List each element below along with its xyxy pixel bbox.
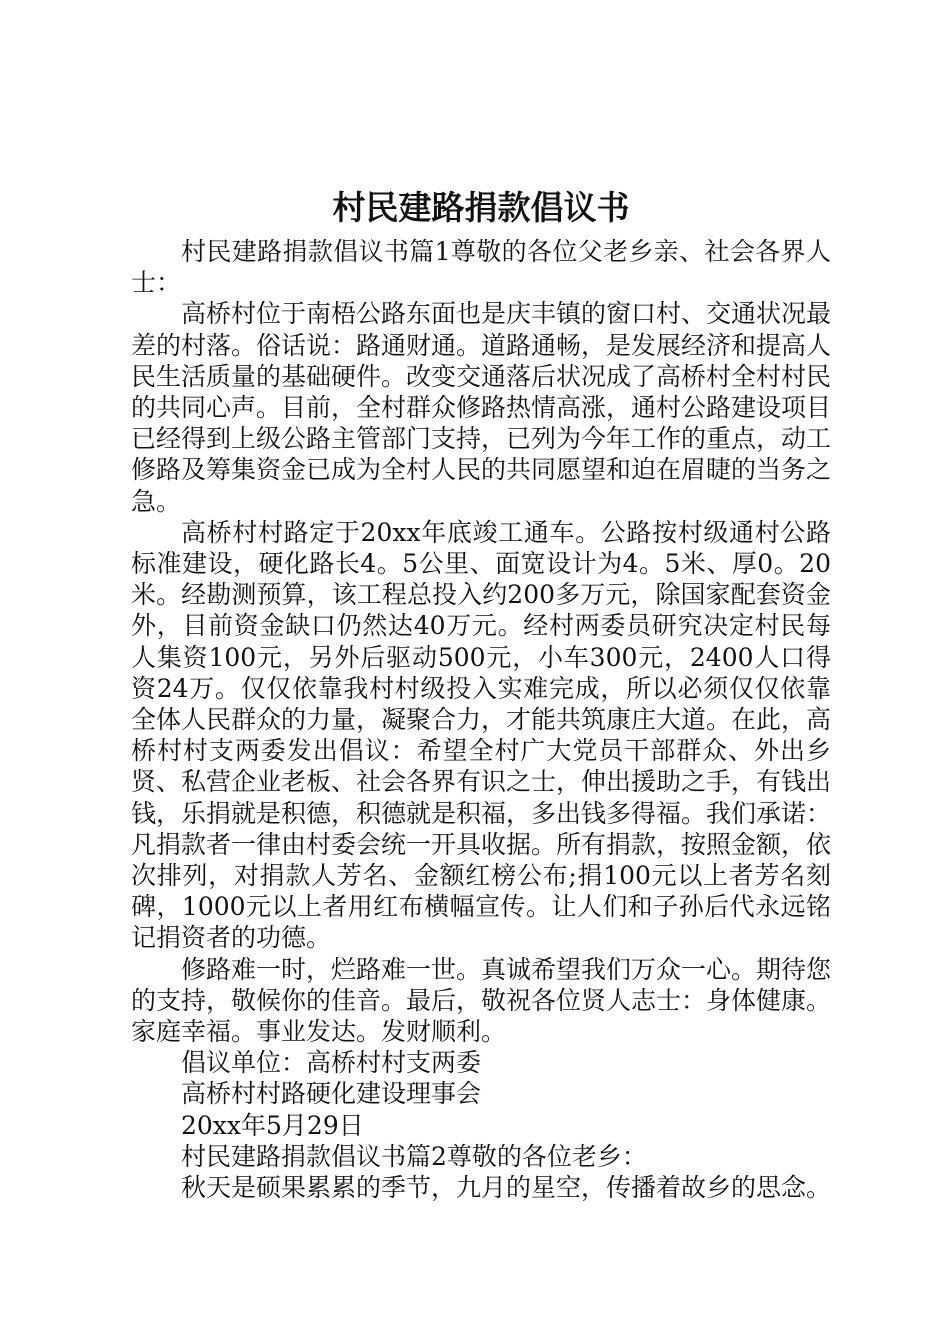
next-piece-first-line: 秋天是硕果累累的季节，九月的星空，传播着故乡的思念。 — [181, 1173, 832, 1203]
signature-date: 20xx年5月29日 — [181, 1110, 364, 1140]
document-body — [131, 236, 831, 1203]
signature-council: 高桥村村路硬化建设理事会 — [181, 1079, 482, 1109]
paragraph-background: 高桥村位于南梧公路东面也是庆丰镇的窗口村、交通状况最差的村落。俗话说：路通财通。道路通畅，是发展经济和提高人民生活质量的基础硬件。改变交通落后状况成了高桥村全村村民的共同心声。目前，全村群众修路热情高涨，通村公路建设项目已经得到上级公路主管部门支持，已列为今年工作的重点，动工修路及筹集资金已成为全村人民的共同愿望和迫在眉睫的当务之急。 — [131, 299, 832, 516]
paragraph-plan: 高桥村村路定于20xx年底竣工通车。公路按村级通村公路标准建设，硬化路长4。5公里、面宽设计为4。5米、厚0。20米。经勘测预算，该工程总投入约200多万元，除国家配套资金外，目前资金缺口仍然达40万元。经村两委员研究决定村民每人集资100元，另外后驱动500元，小车300元，2400人口得资24万。仅仅依靠我村村级投入实难完成，所以必须仅仅依靠全体人民群众的力量，凝聚合力，才能共筑康庄大道。在此，高桥村村支两委发出倡议：希望全村广大党员干部群众、外出乡贤、私营企业老板、社会各界有识之士，伸出援助之手，有钱出钱，乐捐就是积德，积德就是积福，多出钱多得福。我们承诺：凡捐款者一律由村委会统一开具收据。所有捐款，按照金额，依次排列，对捐款人芳名、金额红榜公布;捐100元以上者芳名刻碑，1000元以上者用红布横幅宣传。让人们和子孙后代永远铭记捐资者的功德。 — [131, 517, 832, 953]
signature-unit: 倡议单位：高桥村村支两委 — [181, 1048, 482, 1078]
next-piece-heading: 村民建路捐款倡议书篇2尊敬的各位老乡： — [181, 1141, 647, 1171]
paragraph-intro: 村民建路捐款倡议书篇1尊敬的各位父老乡亲、社会各界人士： — [131, 237, 831, 298]
paragraph-closing: 修路难一时，烂路难一世。真诚希望我们万众一心。期待您的支持，敬候你的佳音。最后，敬祝各位贤人志士：身体健康。家庭幸福。事业发达。发财顺利。 — [131, 954, 832, 1047]
document-title: 村民建路捐款倡议书 — [332, 188, 630, 227]
